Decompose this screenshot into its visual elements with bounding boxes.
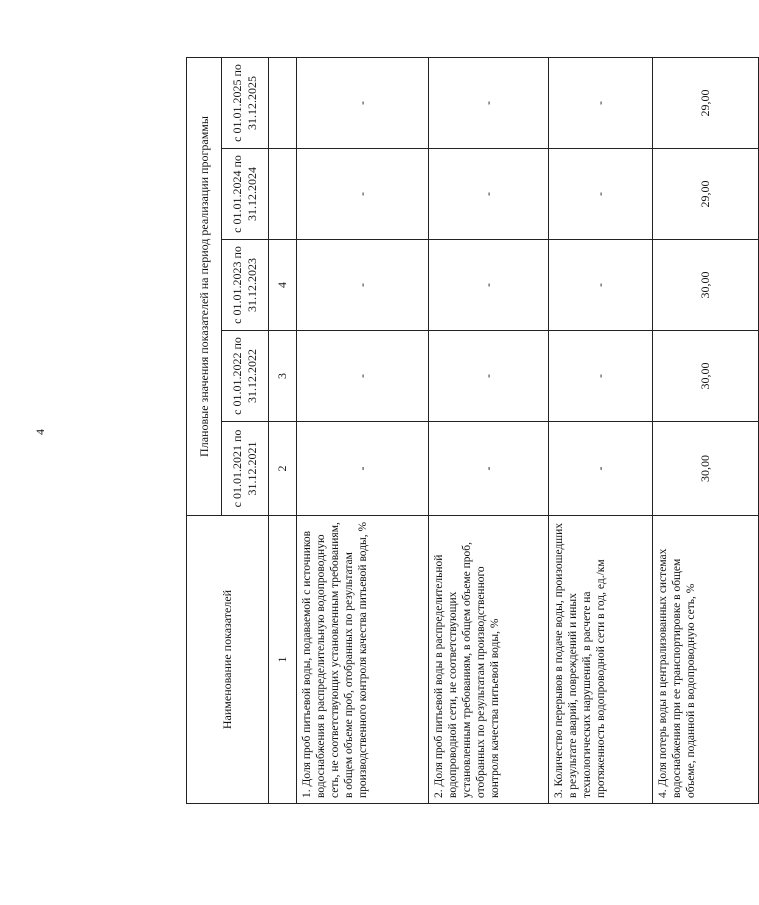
column-number — [269, 57, 297, 148]
indicator-value: - — [548, 57, 652, 148]
indicator-value: - — [296, 57, 429, 148]
indicator-value: - — [296, 331, 429, 422]
indicator-value: - — [429, 331, 548, 422]
table-row — [429, 57, 548, 803]
column-number: 1 — [269, 516, 297, 804]
indicator-value: - — [548, 422, 652, 516]
indicator-value: - — [429, 149, 548, 240]
column-number — [269, 149, 297, 240]
indicator-value: - — [296, 422, 429, 516]
indicator-name: 2. Доля проб питьевой воды в распределительной водопроводной сети, не соответствующих установленным требованиям, в общем объеме проб, отобранных по результатам производственного контроля качества питьевой воды, % — [429, 516, 548, 804]
period-header: с 01.01.2025 по 31.12.2025 — [222, 57, 269, 148]
indicator-name: 4. Доля потерь воды в централизованных системах водоснабжения при ее транспортировке в общем объеме, поданной в водопроводную сеть, % — [652, 516, 758, 804]
page-number: 4 — [33, 429, 47, 435]
indicator-value: - — [296, 149, 429, 240]
column-number-row — [269, 57, 297, 803]
indicator-value: 29,00 — [652, 57, 758, 148]
plan-header: Плановые значения показателей на период реализации программы — [187, 57, 222, 515]
table-row — [652, 57, 758, 803]
indicator-value: 30,00 — [652, 331, 758, 422]
indicator-value: - — [548, 240, 652, 331]
indicator-value: 30,00 — [652, 240, 758, 331]
table-row — [548, 57, 652, 803]
indicator-value: - — [548, 149, 652, 240]
indicator-value: 30,00 — [652, 422, 758, 516]
indicator-value: - — [548, 331, 652, 422]
indicator-value: - — [429, 57, 548, 148]
indicator-name: 3. Количество перерывов в подаче воды, произошедших в результате аварий, повреждений и иных технологических нарушений, в расчете на протяженность водопроводной сети в год, ед./км — [548, 516, 652, 804]
rotated-table-container — [186, 58, 759, 804]
indicator-value: - — [429, 422, 548, 516]
column-number: 3 — [269, 331, 297, 422]
table-row — [296, 57, 429, 803]
indicator-value: 29,00 — [652, 149, 758, 240]
column-number: 2 — [269, 422, 297, 516]
column-number: 4 — [269, 240, 297, 331]
period-header: с 01.01.2023 по 31.12.2023 — [222, 240, 269, 331]
period-header: с 01.01.2022 по 31.12.2022 — [222, 331, 269, 422]
period-header: с 01.01.2021 по 31.12.2021 — [222, 422, 269, 516]
indicators-table — [186, 57, 759, 804]
indicator-value: - — [296, 240, 429, 331]
indicator-name: 1. Доля проб питьевой воды, подаваемой с источников водоснабжения в распределительную водопроводную сеть, не соответствующих установленным требованиям, в общем объеме проб, отобранных по результатам производственного контроля качества питьевой воды, % — [296, 516, 429, 804]
indicator-value: - — [429, 240, 548, 331]
name-header: Наименование показателей — [187, 516, 269, 804]
period-header: с 01.01.2024 по 31.12.2024 — [222, 149, 269, 240]
